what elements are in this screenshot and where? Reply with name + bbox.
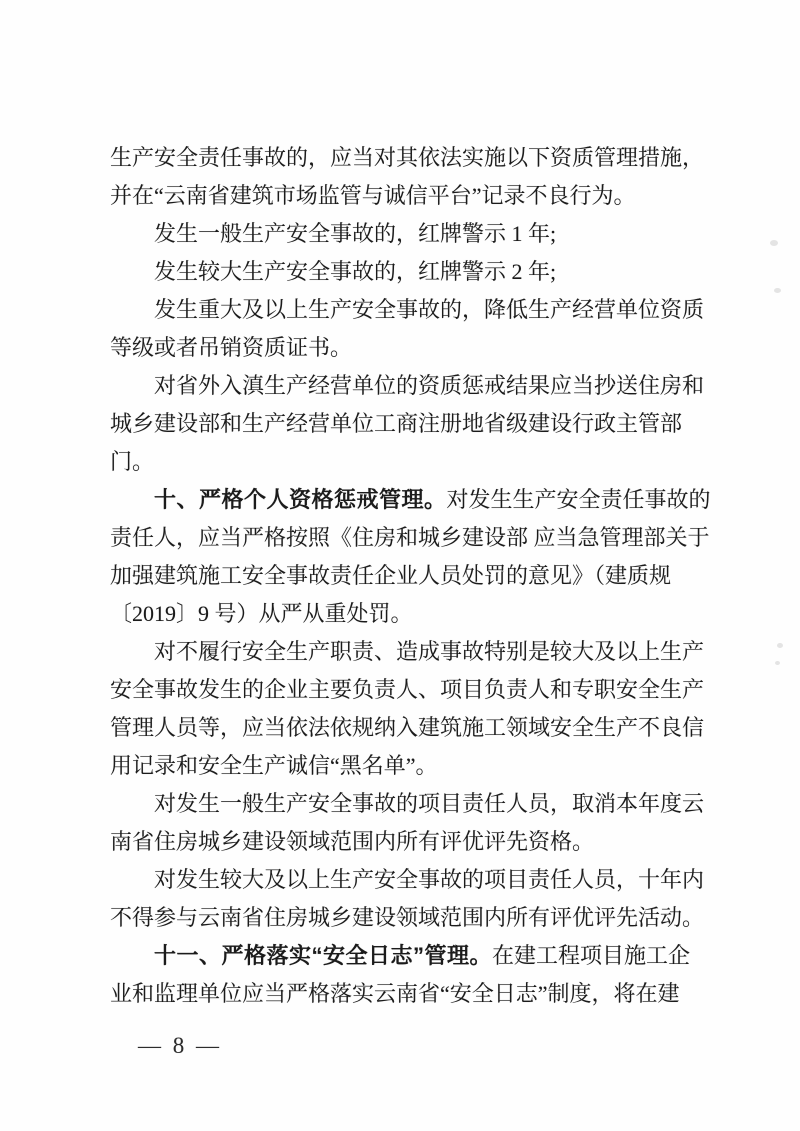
line-text: 用记录和安全生产诚信“黑名单”。 bbox=[110, 753, 438, 778]
scan-artifact-speck bbox=[775, 661, 780, 665]
text-line bbox=[110, 443, 710, 481]
text-line bbox=[110, 823, 710, 861]
section-heading-11: 十一、严格落实“安全日志”管理。 bbox=[154, 943, 493, 968]
line-text: 城乡建设部和生产经营单位工商注册地省级建设行政主管部 bbox=[110, 411, 683, 436]
text-line bbox=[110, 405, 710, 443]
text-line bbox=[110, 329, 710, 367]
text-line bbox=[110, 367, 710, 405]
line-text: 发生较大生产安全事故的，红牌警示 2 年; bbox=[154, 259, 557, 284]
line-text: 在建工程项目施工企 bbox=[492, 943, 691, 968]
text-line bbox=[110, 291, 710, 329]
text-line bbox=[110, 709, 710, 747]
text-line bbox=[110, 785, 710, 823]
scan-artifact-speck bbox=[777, 643, 783, 648]
line-text: 等级或者吊销资质证书。 bbox=[110, 335, 353, 360]
line-text: 发生重大及以上生产安全事故的，降低生产经营单位资质 bbox=[154, 297, 705, 322]
text-line bbox=[110, 937, 710, 975]
line-text: 生产安全责任事故的，应当对其依法实施以下资质管理措施， bbox=[110, 145, 705, 170]
text-line bbox=[110, 253, 710, 291]
text-line bbox=[110, 861, 710, 899]
line-text: 〔2019〕9 号）从严从重处罚。 bbox=[110, 601, 413, 626]
line-text: 对发生较大及以上生产安全事故的项目责任人员，十年内 bbox=[154, 867, 705, 892]
line-text: 对省外入滇生产经营单位的资质惩戒结果应当抄送住房和 bbox=[154, 373, 705, 398]
section-heading-10: 十、严格个人资格惩戒管理。 bbox=[154, 487, 447, 512]
text-line bbox=[110, 557, 710, 595]
line-text: 不得参与云南省住房城乡建设领域范围内所有评优评先活动。 bbox=[110, 905, 705, 930]
line-text: 门。 bbox=[110, 449, 155, 474]
text-line bbox=[110, 595, 710, 633]
line-text: 业和监理单位应当严格落实云南省“安全日志”制度，将在建 bbox=[110, 981, 680, 1006]
line-text: 南省住房城乡建设领域范围内所有评优评先资格。 bbox=[110, 829, 595, 854]
text-line bbox=[110, 481, 710, 519]
line-text: 对发生生产安全责任事故的 bbox=[446, 487, 711, 512]
text-line bbox=[110, 139, 710, 177]
text-line bbox=[110, 671, 710, 709]
text-line bbox=[110, 215, 710, 253]
text-line bbox=[110, 899, 710, 937]
scan-artifact-speck bbox=[770, 240, 778, 246]
line-text: 管理人员等，应当依法依规纳入建筑施工领域安全生产不良信 bbox=[110, 715, 705, 740]
line-text: 并在“云南省建筑市场监管与诚信平台”记录不良行为。 bbox=[110, 183, 636, 208]
line-text: 对不履行安全生产职责、造成事故特别是较大及以上生产 bbox=[154, 639, 705, 664]
line-text: 安全事故发生的企业主要负责人、项目负责人和专职安全生产 bbox=[110, 677, 705, 702]
line-text: 发生一般生产安全事故的，红牌警示 1 年; bbox=[154, 221, 557, 246]
scan-artifact-speck bbox=[774, 288, 781, 293]
document-body bbox=[110, 139, 710, 1013]
line-text: 对发生一般生产安全事故的项目责任人员，取消本年度云 bbox=[154, 791, 705, 816]
text-line bbox=[110, 633, 710, 671]
text-line bbox=[110, 747, 710, 785]
page-number: — 8 — bbox=[138, 1033, 222, 1058]
text-line bbox=[110, 975, 710, 1013]
line-text: 加强建筑施工安全事故责任企业人员处罚的意见》（建质规 bbox=[110, 563, 672, 588]
text-line bbox=[110, 519, 710, 557]
text-line bbox=[110, 177, 710, 215]
line-text: 责任人，应当严格按照《住房和城乡建设部 应当急管理部关于 bbox=[110, 525, 710, 550]
